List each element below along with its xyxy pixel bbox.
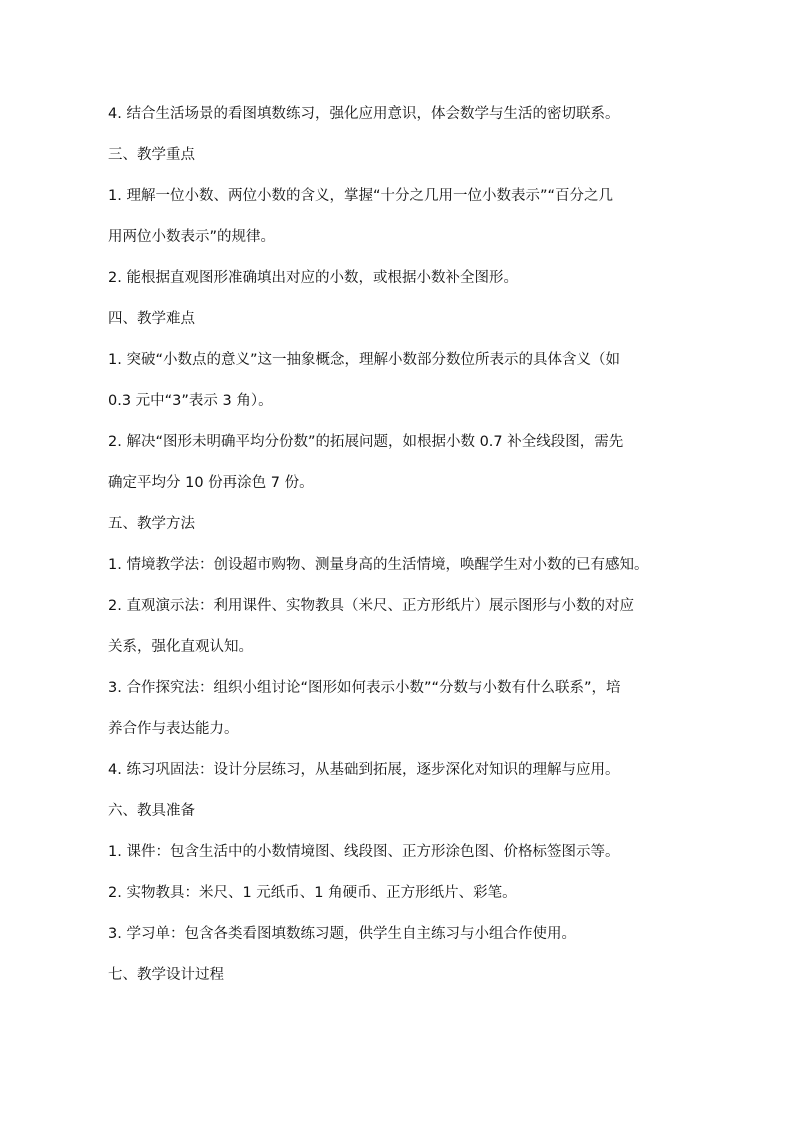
paragraph-line: 2. 直观演示法：利用课件、实物教具（米尺、正方形纸片）展示图形与小数的对应 xyxy=(108,598,634,614)
paragraph-method-3 xyxy=(108,678,692,739)
section-heading-methods xyxy=(108,514,692,534)
paragraph-line: 4. 结合生活场景的看图填数练习，强化应用意识，体会数学与生活的密切联系。 xyxy=(108,106,620,122)
paragraph-method-4 xyxy=(108,760,692,780)
paragraph-line: 用两位小数表示”的规律。 xyxy=(108,229,276,245)
paragraph-material-3 xyxy=(108,924,692,944)
paragraph-difficulty-1 xyxy=(108,350,692,411)
paragraph-line: 4. 练习巩固法：设计分层练习，从基础到拓展，逐步深化对知识的理解与应用。 xyxy=(108,762,620,778)
paragraph-line: 3. 合作探究法：组织小组讨论“图形如何表示小数”“分数与小数有什么联系”，培 xyxy=(108,680,621,696)
paragraph-line: 1. 情境教学法：创设超市购物、测量身高的生活情境，唤醒学生对小数的已有感知。 xyxy=(108,557,649,573)
heading-text: 四、教学难点 xyxy=(108,311,195,327)
paragraph-line: 2. 解决“图形未明确平均分份数”的拓展问题，如根据小数 0.7 补全线段图，需先 xyxy=(108,434,624,450)
paragraph-line: 1. 突破“小数点的意义”这一抽象概念，理解小数部分数位所表示的具体含义（如 xyxy=(108,352,620,368)
paragraph-material-1 xyxy=(108,842,692,862)
section-heading-materials xyxy=(108,801,692,821)
section-heading-process xyxy=(108,965,692,985)
paragraph-line: 1. 理解一位小数、两位小数的含义，掌握“十分之几用一位小数表示”“百分之几 xyxy=(108,188,613,204)
paragraph-line: 2. 实物教具：米尺、1 元纸币、1 角硬币、正方形纸片、彩笔。 xyxy=(108,885,517,901)
paragraph-line: 3. 学习单：包含各类看图填数练习题，供学生自主练习与小组合作使用。 xyxy=(108,926,576,942)
paragraph-line: 0.3 元中“3”表示 3 角）。 xyxy=(108,393,273,409)
heading-text: 七、教学设计过程 xyxy=(108,967,224,983)
paragraph-difficulty-2 xyxy=(108,432,692,493)
paragraph-line: 2. 能根据直观图形准确填出对应的小数，或根据小数补全图形。 xyxy=(108,270,518,286)
section-heading-difficulties xyxy=(108,309,692,329)
paragraph-key-point-1 xyxy=(108,186,692,247)
paragraph-method-2 xyxy=(108,596,692,657)
section-heading-key-points xyxy=(108,145,692,165)
paragraph-line: 1. 课件：包含生活中的小数情境图、线段图、正方形涂色图、价格标签图示等。 xyxy=(108,844,620,860)
paragraph-line: 确定平均分 10 份再涂色 7 份。 xyxy=(108,475,314,491)
heading-text: 三、教学重点 xyxy=(108,147,195,163)
document-body xyxy=(108,104,692,1006)
paragraph-goal-4 xyxy=(108,104,692,124)
paragraph-material-2 xyxy=(108,883,692,903)
heading-text: 五、教学方法 xyxy=(108,516,195,532)
paragraph-method-1 xyxy=(108,555,692,575)
heading-text: 六、教具准备 xyxy=(108,803,195,819)
paragraph-line: 关系，强化直观认知。 xyxy=(108,639,253,655)
paragraph-line: 养合作与表达能力。 xyxy=(108,721,239,737)
paragraph-key-point-2 xyxy=(108,268,692,288)
